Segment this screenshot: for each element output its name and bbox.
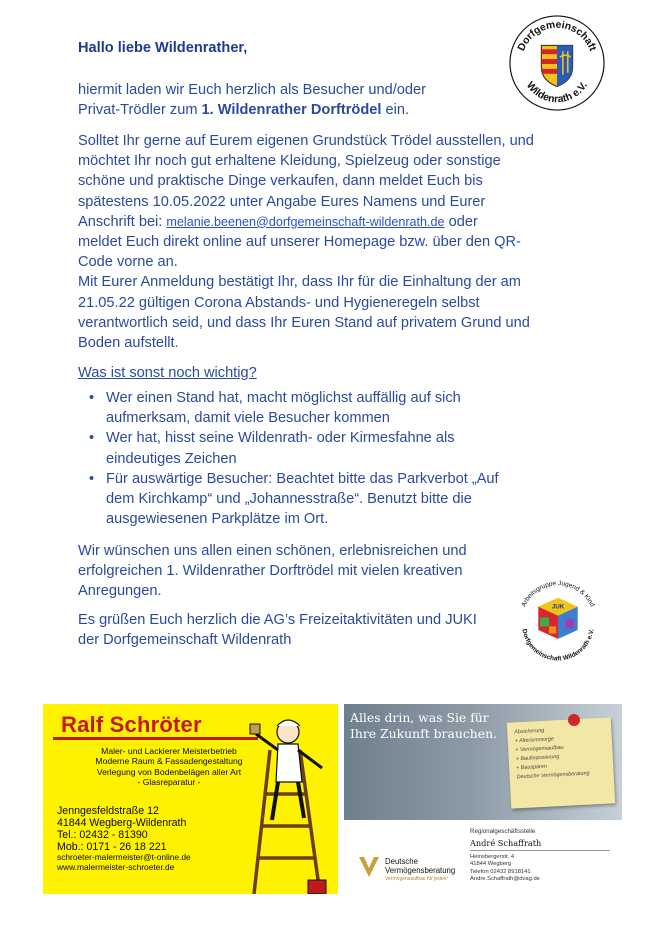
dvag-tagline: Vermögensaufbau für jeden!: [385, 876, 448, 882]
greeting: Hallo liebe Wildenrather,: [78, 40, 248, 56]
ad-dvag: [344, 704, 622, 894]
svg-text:Arbeitsgruppe Jugend & Kind: Arbeitsgruppe Jugend & Kind: [520, 580, 596, 609]
important-list: [78, 388, 606, 529]
ad-company-name: Ralf Schröter: [61, 712, 202, 737]
note-list: Absicherung + Altersvorsorge + Vermögensaufbau + Baufinanzierung + Bausparen Deutsche Vermögensberatung: [514, 727, 590, 781]
registration-paragraph: Solltet Ihr gerne auf Eurem eigenen Grundstück Trödel ausstellen, und möchtet Ihr noch gut erhaltene Kleidung, Spielzeug oder sonstige schöne und praktische Dinge verkaufen, dann meldet Euch bis spätestens 10.05.2022 unter Angabe Eures Namens und Eurer Anschrift bei: melanie.beenen@dorfgemeinschaft-wildenrath.de oder meldet Euch direkt online auf unserer Homepage bzw. über den QR- Code vorne an. Mit Eurer Anmeldung bestätigt Ihr, dass Ihr für die Einhaltung der am 21.05.22 gültigen Corona Abstands- und Hygieneregeln selbst verantwortlich seid, und dass Ihr Euren Stand auf privatem Grund und Boden aufstellt.: [78, 133, 534, 352]
ad-address: Jenngesfeldstraße 12 41844 Wegberg-Wildenrath Tel.: 02432 - 81390 Mob.: 0171 - 26 18 221: [57, 805, 187, 853]
agent-contact: Heinsbergerstr. 4 41844 Wegberg Telefon 02432 8918141 Andre.Schaffrath@dvag.de: [470, 854, 540, 883]
divider: [53, 737, 258, 740]
list-item: • Wer hat, hisst seine Wildenrath- oder Kirmesfahne als eindeutiges Zeichen: [106, 428, 606, 468]
intro-line: hiermit laden wir Euch herzlich als Besucher und/oder: [78, 82, 426, 98]
svg-text:Dorfgemeinschaft Wildenrath e.: Dorfgemeinschaft Wildenrath e.V.: [520, 628, 596, 663]
list-item: • Für auswärtige Besucher: Beachtet bitte das Parkverbot „Auf dem Kirchkamp“ und „Johannesstraße“. Benutzt bitte die ausgewiesenen Parkplätze im Ort.: [106, 469, 606, 530]
section-heading: Was ist sonst noch wichtig?: [78, 365, 257, 381]
email-link[interactable]: melanie.beenen@dorfgemeinschaft-wildenrath.de: [166, 214, 445, 229]
pin-icon: [568, 714, 580, 726]
svg-text:Wildenrath e.V.: Wildenrath e.V.: [523, 80, 590, 106]
divider: [470, 850, 610, 851]
dvag-logo-icon: [356, 854, 382, 880]
ad-services: Maler- und Lackierer Meisterbetrieb Moderne Raum & Fassadengestaltung Verlegung von Bodenbelägen aller Art - Glasreparatur -: [95, 746, 243, 788]
signoff-paragraph: Es grüßen Euch herzlich die AG’s Freizeitaktivitäten und JUKI der Dorfgemeinschaft Wildenrath: [78, 612, 477, 649]
juki-logo: [513, 578, 603, 664]
painter-on-ladder-icon: [248, 710, 338, 894]
intro-line: Privat-Trödler zum 1. Wildenrather Dorftrödel ein.: [78, 102, 410, 119]
office-label: Regionalgeschäftsstelle: [470, 828, 536, 835]
closing-paragraph: Wir wünschen uns allen einen schönen, erlebnisreichen und erfolgreichen 1. Wildenrather Dorftrödel mit vielen kreativen Anregungen.: [78, 543, 467, 600]
ad-web-contact: schroeter-malermeister@t-online.de www.malermeister-schroeter.de: [57, 852, 191, 872]
ad-slogan: Alles drin, was Sie für Ihre Zukunft brauchen.: [350, 710, 498, 741]
svg-text:JUK: JUK: [551, 603, 565, 611]
ad-schroeter: [43, 704, 338, 894]
svg-text:Dorfgemeinschaft: Dorfgemeinschaft: [516, 19, 598, 53]
dvag-brand: Deutsche Vermögensberatung: [385, 857, 456, 875]
sticky-note: [507, 717, 615, 808]
event-name: 1. Wildenrather Dorftrödel: [201, 102, 382, 119]
agent-name: André Schaffrath: [470, 838, 542, 848]
intro-paragraph: [78, 80, 498, 120]
dorfgemeinschaft-logo: [508, 14, 606, 112]
list-item: • Wer einen Stand hat, macht möglichst auffällig auf sich aufmerksam, damit viele Besucher kommen: [106, 388, 606, 428]
